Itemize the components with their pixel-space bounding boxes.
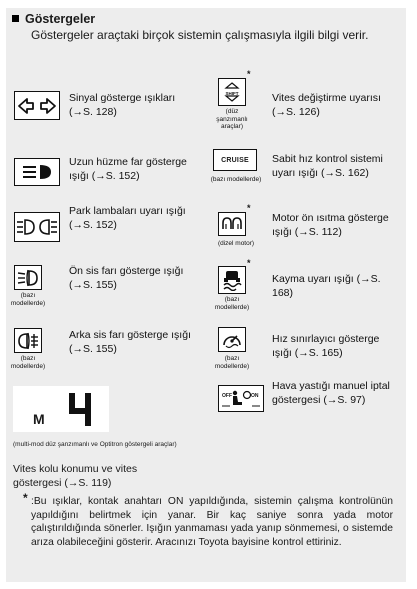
front-fog-icon [14,265,42,290]
airbag-off-text: OFF [222,392,232,399]
glow-plug-note: (dizel motor) [217,240,255,247]
footnote-star: * [247,258,251,268]
airbag-cutoff-label: Hava yastığı manuel iptal göstergesi (→S. 97) [272,380,390,406]
speed-limiter-label: Hız sınırlayıcı gösterge ışığı (→S. 165) [272,333,380,359]
bullet-square-icon [12,15,19,22]
rear-fog-icon [14,328,42,353]
slip-note: (bazı modellerde) [214,296,250,311]
footnote [23,491,393,549]
glow-plug-label: Motor ön ısıtma gösterge ışığı (→S. 112) [272,212,389,238]
airbag-cutoff-icon [218,385,264,412]
turn-signal-label: Sinyal gösterge ışıkları (→S. 128) [69,92,176,118]
gear-note: (multi-mod düz şanzımanlı ve Optitron göstergeli araçlar) [13,441,177,448]
cruise-note: (bazı modellerde) [210,176,262,183]
shift-label: Vites değiştirme uyarısı (→S. 126) [272,92,381,118]
front-fog-label: Ön sis farı gösterge ışığı (→S. 155) [69,265,184,291]
gear-position-display [13,386,109,432]
slip-indicator-icon [218,266,246,294]
rear-fog-note: (bazı modellerde) [10,355,46,370]
parking-lights-icon [14,212,60,242]
speed-limiter-icon [218,327,246,352]
intro-text: Göstergeler araçtaki birçok sistemin çalışmasıyla ilgili bilgi verir. [31,28,369,42]
footnote-marker: * [23,491,28,505]
parking-lights-label: Park lambaları uyarı ışığı (→S. 152) [69,205,186,231]
glow-plug-icon [218,212,246,236]
cruise-icon-text: CRUISE [221,156,249,164]
footnote-text: :Bu ışıklar, kontak anahtarı ON yapıldığında, sistemin çalışma kontrolünün yapıldığını belirtmek için yanar. Bir kaç saniye sonra yada motor çalıştırıldığında sönerler. Işığın yanmaması yada yanıp sönmemesi, o sistemde arıza olabileceğini gösterir. Aracınızı Toyota bayisine kontrol ettiriniz. [31,496,393,548]
section-title-text: Göstergeler [25,12,96,26]
high-beam-icon [14,158,60,186]
front-fog-note: (bazı modellerde) [10,292,46,307]
gear-label: Vites kolu konumu ve vites göstergesi (→S. 119) [13,463,138,489]
shift-indicator-icon [218,78,246,106]
rear-fog-label: Arka sis farı gösterge ışığı (→S. 155) [69,329,191,355]
airbag-on-text: ON [251,392,259,399]
shift-icon-text: SHIFT [225,91,239,96]
turn-signal-icon [14,91,60,120]
footnote-star: * [247,203,251,213]
section-title [12,12,95,26]
high-beam-label: Uzun hüzme far gösterge ışığı (→S. 152) [69,156,187,182]
speed-limiter-note: (bazı modellerde) [214,355,250,370]
footnote-star: * [247,69,251,79]
cruise-icon [213,149,257,171]
gear-digit-display [65,390,95,428]
slip-label: Kayma uyarı ışığı (→S. 168) [272,273,381,299]
shift-note: (düz şanzımanlı araçlar) [216,108,248,130]
cruise-label: Sabit hız kontrol sistemi uyarı ışığı (→S. 162) [272,153,383,179]
gear-mode-letter: M [33,411,45,427]
